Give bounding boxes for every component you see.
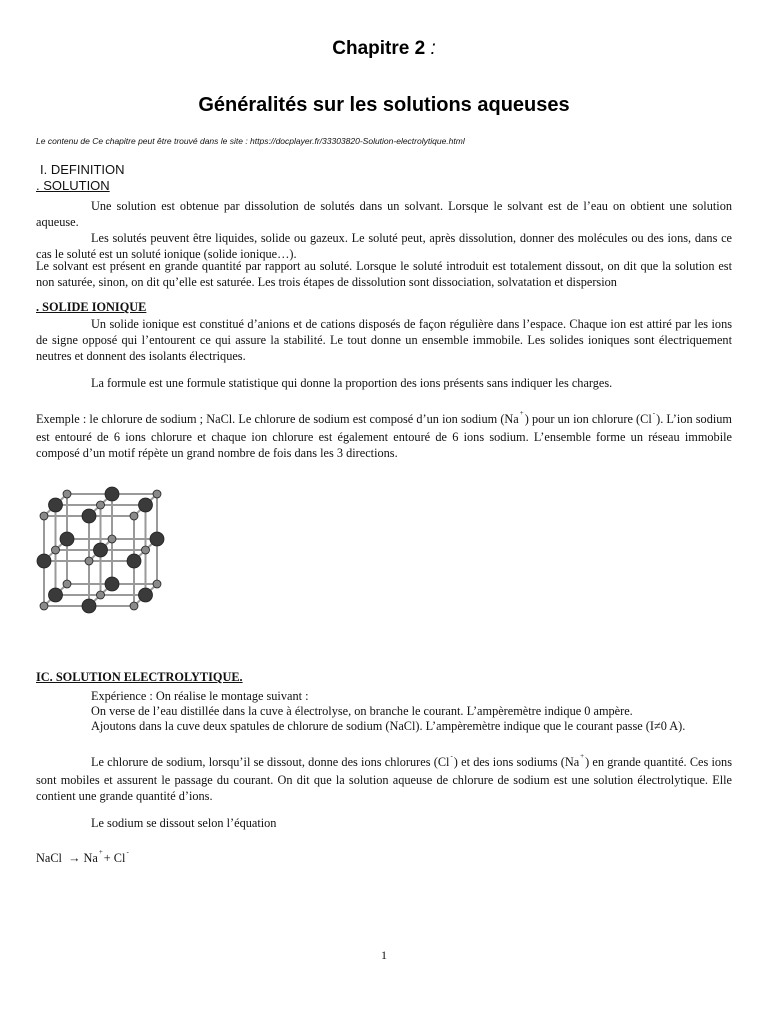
nacl-crystal-lattice-figure xyxy=(30,470,240,620)
sodium-charge: + xyxy=(519,409,524,417)
sodium-ion-atom xyxy=(142,546,150,554)
chloride-charge-2: - xyxy=(450,752,453,760)
sodium-ion-atom xyxy=(40,512,48,520)
chloride-ion-atom xyxy=(139,498,153,512)
chloride-ion-atom xyxy=(82,509,96,523)
experience-line-1: Expérience : On réalise le montage suivant : xyxy=(91,689,309,703)
dissolution-equation xyxy=(36,850,732,868)
page-number: 1 xyxy=(381,948,387,962)
sodium-ion-atom xyxy=(85,557,93,565)
para-text-c: ) en grande quantité. Ces ions sont mobiles et assurent le passage du courant. On dit que la solution aqueuse de chlorure de sodium est une solution électrolytique. Elle contient une grande quantité d’ions. xyxy=(36,755,732,803)
sodium-ion-atom xyxy=(63,490,71,498)
example-text-b: ) pour un ion chlorure (Cl xyxy=(524,412,652,426)
sodium-ion-atom xyxy=(153,490,161,498)
equation-sodium: Na xyxy=(83,851,98,865)
chloride-ion-atom xyxy=(127,554,141,568)
section-definition-heading: I. DEFINITION xyxy=(40,162,125,177)
solide-paragraph-1: Un solide ionique est constitué d’anions et de cations disposés de façon régulière dans l’espace. Chaque ion est attiré par les ions de signe opposé qui l’entourent ce qui assure la stabilité. Le tout donne un ensemble immobile. Les solides ioniques sont électriquement neutres et donnent des isolants électriques. xyxy=(36,317,732,363)
equation-chloride-charge: - xyxy=(126,848,129,856)
chloride-ion-atom xyxy=(82,599,96,613)
sodium-ion-atom xyxy=(153,580,161,588)
sodium-ion-atom xyxy=(130,512,138,520)
page-title: Généralités sur les solutions aqueuses xyxy=(198,94,570,116)
equation-reactant: NaCl xyxy=(36,851,62,865)
equation-intro: Le sodium se dissout selon l’équation xyxy=(91,816,277,830)
sodium-ion-atom xyxy=(40,602,48,610)
definition-paragraph-3: Le solvant est présent en grande quantité par rapport au soluté. Lorsque le soluté introduit est totalement dissout, on dit que la solution est non saturée, sinon, on dit qu’elle est saturée. Les trois étapes de dissolution sont dissociation, solvatation et dispersion xyxy=(36,259,732,289)
chapter-title xyxy=(0,38,768,60)
sodium-ion-atom xyxy=(108,535,116,543)
chloride-ion-atom xyxy=(105,487,119,501)
example-text-a: Exemple : le chlorure de sodium ; NaCl. Le chlorure de sodium est composé d’un ion sodium (Na xyxy=(36,412,519,426)
chapter-colon: : xyxy=(430,38,436,59)
sodium-ion-atom xyxy=(63,580,71,588)
sodium-ion-atom xyxy=(52,546,60,554)
equation-chloride: + Cl xyxy=(103,851,126,865)
solide-ionique-heading: . SOLIDE IONIQUE xyxy=(36,300,147,314)
chloride-ion-atom xyxy=(150,532,164,546)
chloride-ion-atom xyxy=(139,588,153,602)
solide-paragraph-2: La formule est une formule statistique qui donne la proportion des ions présents sans indiquer les charges. xyxy=(91,376,613,390)
experience-line-2: On verse de l’eau distillée dans la cuve à électrolyse, on branche le courant. L’ampèremètre indique 0 ampère. xyxy=(91,704,633,718)
electrolytique-heading: IC. SOLUTION ELECTROLYTIQUE. xyxy=(36,670,243,684)
para-text-b: ) et des ions sodiums (Na xyxy=(453,755,580,769)
experience-line-3: Ajoutons dans la cuve deux spatules de chlorure de sodium (NaCl). L’ampèremètre indique que le courant passe (I≠0 A). xyxy=(91,719,686,733)
sodium-ion-atom xyxy=(97,501,105,509)
chloride-ion-atom xyxy=(49,588,63,602)
equation-sodium-charge: + xyxy=(98,848,103,856)
chloride-ion-atom xyxy=(37,554,51,568)
sodium-ion-atom xyxy=(130,602,138,610)
example-paragraph xyxy=(36,411,732,461)
para-text-a: Le chlorure de sodium, lorsqu’il se dissout, donne des ions chlorures (Cl xyxy=(91,755,450,769)
chloride-ion-atom xyxy=(105,577,119,591)
chloride-ion-atom xyxy=(94,543,108,557)
source-note: Le contenu de Ce chapitre peut être trouvé dans le site : https://docplayer.fr/33303820-Solution-electrolytique.html xyxy=(36,136,465,146)
electrolytique-paragraph xyxy=(36,754,732,804)
reaction-arrow-icon: → xyxy=(68,851,81,865)
subsection-solution-heading: . SOLUTION xyxy=(36,178,110,193)
chapter-label: Chapitre 2 xyxy=(332,38,426,59)
example-text-c: ). L’ion sodium est entouré de 6 ions chlorure et chaque ion chlorure est également entouré de 6 ions sodium. L’ensemble forme un réseau immobile composé d’un motif répète un grand nombre de fois dans les 3 directions. xyxy=(36,412,732,460)
chloride-ion-atom xyxy=(60,532,74,546)
chloride-charge: - xyxy=(652,409,656,417)
sodium-ion-atom xyxy=(97,591,105,599)
chloride-ion-atom xyxy=(49,498,63,512)
sodium-charge-2: + xyxy=(580,752,585,760)
definition-paragraph-2: Les solutés peuvent être liquides, solide ou gazeux. Le soluté peut, après dissolution, donner des molécules ou des ions, dans ce cas le soluté est un soluté ionique (solide ionique…). xyxy=(36,231,732,261)
definition-paragraph-1: Une solution est obtenue par dissolution de solutés dans un solvant. Lorsque le solvant est de l’eau on obtient une solution aqueuse. xyxy=(36,199,732,229)
